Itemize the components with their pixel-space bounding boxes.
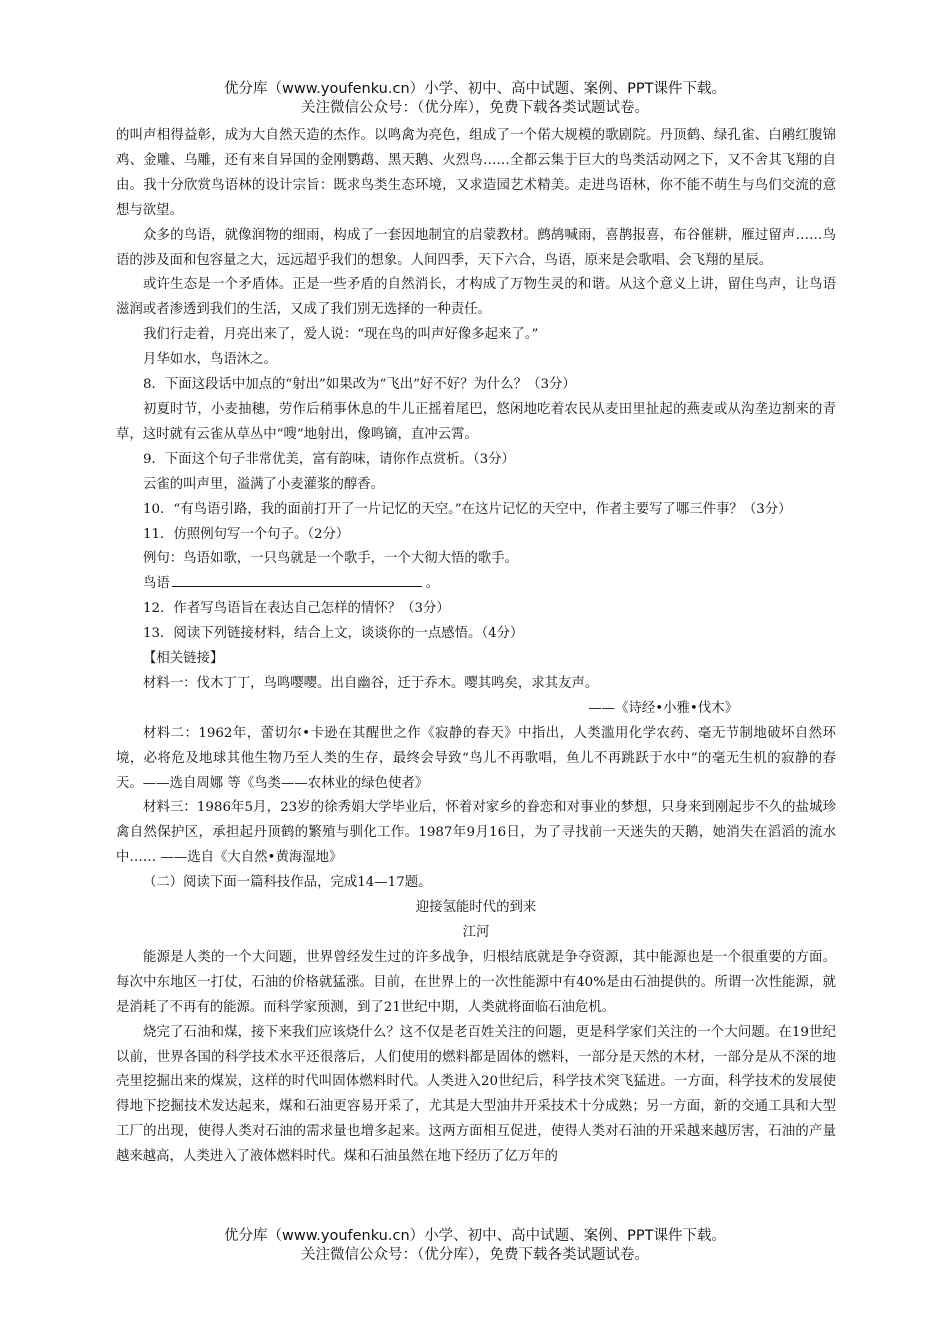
paragraph: 众多的鸟语，就像润物的细雨，构成了一套因地制宜的启蒙教材。鹧鸪喊雨，喜鹊报喜，布谷催耕，雁过留声……鸟语的涉及面和包容量之大，远远超乎我们的想象。人间四季，天下六合，鸟语，原来是会歌唱、会飞翔的星辰。 [116, 227, 836, 268]
paragraph: 的叫声相得益彰，成为大自然天造的杰作。以鸣禽为亮色，组成了一个偌大规模的歌剧院。丹顶鹤、绿孔雀、白鹇红腹锦鸡、金雕、乌雕，还有来自异国的金刚鹦鹉、黑天鹅、火烈鸟……全都云集于巨大的鸟类活动网之下，又不舍其飞翔的自由。我十分欣赏鸟语林的设计宗旨：既求鸟类生态环境，又求造园艺术精美。走进鸟语林，你不能不萌生与鸟们交流的意想与欲望。 [116, 128, 836, 218]
question-12: 12．作者写鸟语旨在表达自己怎样的情怀？（3分） [143, 601, 450, 617]
page-footer [0, 1227, 950, 1265]
question-11-answer-line [116, 572, 836, 597]
question-11: 11．仿照例句写一个句子。（2分） [143, 526, 350, 542]
material-1-source: ——《诗经•小雅•伐木》 [588, 700, 738, 716]
article-paragraph: 能源是人类的一个大问题，世界曾经发生过的许多战争，归根结底就是争夺资源，其中能源也是一个很重要的方面。每次中东地区一打仗，石油的价格就猛涨。目前，在世界上的一次性能源中有40%是由石油提供的。所谓一次性能源，就是消耗了不再有的能源。而科学家预测，到了21世纪中期，人类就将面临石油危机。 [116, 949, 836, 1015]
paragraph: 月华如水，鸟语沐之。 [143, 352, 277, 368]
article-paragraph: 烧完了石油和煤，接下来我们应该烧什么？这不仅是老百姓关注的问题，更是科学家们关注的一个大问题。在19世纪以前，世界各国的科学技术水平还很落后，人们使用的燃料都是固体的燃料，一部分是天然的木材，一部分是从不深的地壳里挖掘出来的煤炭，这样的时代叫固体燃料时代。人类进入20世纪后，科学技术突飞猛进。一方面，科学技术的发展使得地下挖掘技术发达起来，煤和石油更容易开采了，尤其是大型油井开采技术十分成熟；另一方面，新的交通工具和大型工厂的出现，使得人类对石油的需求量也增多起来。这两方面相互促进，使得人类对石油的开采越来越厉害，石油的产量越来越高，人类进入了液体燃料时代。煤和石油虽然在地下经历了亿万年的 [116, 1024, 836, 1165]
footer-line-2: 关注微信公众号：（优分库），免费下载各类试题试卷。 [301, 1247, 649, 1263]
article-author: 江河 [462, 925, 490, 940]
header-line-2: 关注微信公众号：（优分库），免费下载各类试题试卷。 [301, 100, 649, 116]
page-header [0, 80, 950, 118]
question-13: 13．阅读下列链接材料，结合上文，谈谈你的一点感悟。（4分） [143, 626, 524, 642]
question-8: 8．下面这段话中加点的“射出”如果改为“飞出”好不好？为什么？（3分） [143, 377, 576, 393]
question-11-example: 例句：鸟语如歌，一只鸟就是一个歌手，一个大彻大悟的歌手。 [143, 551, 518, 567]
answer-suffix: 。 [425, 576, 440, 592]
footer-line-1: 优分库（www.youfenku.cn）小学、初中、高中试题、案例、PPT课件下载。 [224, 1228, 726, 1244]
material-2: 材料二：1962年，蕾切尔•卡逊在其醒世之作《寂静的春天》中指出，人类滥用化学农药、毫无节制地破坏自然环境，必将危及地球其他生物乃至人类的生存，最终会导致“鸟儿不再歌唱，鱼儿不再跳跃于水中”的毫无生机的寂静的春天。——选自周娜 等《鸟类——农林业的绿色使者》 [116, 725, 836, 791]
header-line-1: 优分库（www.youfenku.cn）小学、初中、高中试题、案例、PPT课件下载。 [224, 81, 726, 97]
article-title: 迎接氢能时代的到来 [415, 900, 537, 916]
question-9: 9．下面这个句子非常优美，富有韵味，请你作点赏析。（3分） [143, 451, 515, 467]
answer-blank[interactable] [172, 572, 422, 587]
answer-prefix: 鸟语 [143, 576, 170, 592]
link-title: 【相关链接】 [143, 651, 224, 667]
question-8-text: 初夏时节，小麦抽穗，劳作后稍事休息的牛儿正摇着尾巴，悠闲地吃着农民从麦田里扯起的燕麦或从沟垄边割来的青草，这时就有云雀从草丛中“嗖”地射出，像鸣镝，直冲云霄。 [116, 401, 836, 442]
paragraph: 我们行走着，月亮出来了，爱人说：“现在鸟的叫声好像多起来了。” [143, 327, 539, 343]
section-2-heading: （二）阅读下面一篇科技作品，完成14—17题。 [143, 875, 432, 891]
material-1: 材料一：伐木丁丁，鸟鸣嘤嘤。出自幽谷，迁于乔木。嘤其鸣矣，求其友声。 [143, 675, 599, 691]
document-body [116, 124, 836, 1170]
question-10: 10．“有鸟语引路，我的面前打开了一片记忆的天空。”在这片记忆的天空中，作者主要写了哪三件事？（3分） [143, 501, 792, 517]
question-9-text: 云雀的叫声里，溢满了小麦灌浆的醇香。 [143, 476, 385, 492]
paragraph: 或许生态是一个矛盾体。正是一些矛盾的自然消长，才构成了万物生灵的和谐。从这个意义上讲，留住鸟声，让鸟语滋润或者渗透到我们的生活，又成了我们别无选择的一种责任。 [116, 277, 836, 318]
material-3: 材料三：1986年5月，23岁的徐秀娟大学毕业后，怀着对家乡的眷恋和对事业的梦想，只身来到刚起步不久的盐城珍禽自然保护区，承担起丹顶鹤的繁殖与驯化工作。1987年9月16日，为了寻找前一天迷失的天鹅，她消失在滔滔的流水中…… ——选自《大自然•黄海湿地》 [116, 800, 836, 866]
